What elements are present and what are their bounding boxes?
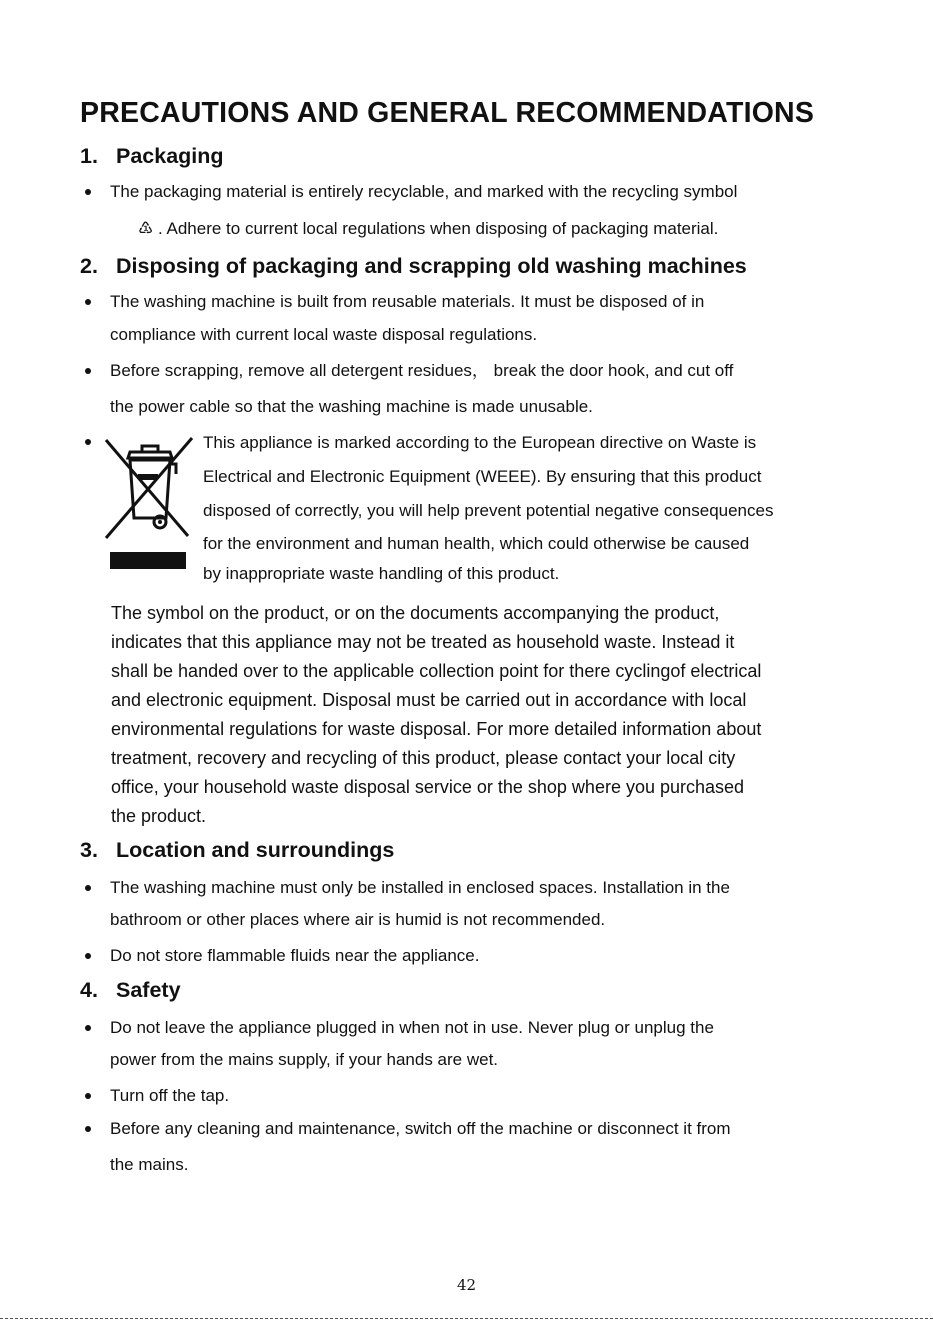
bullet-line: The washing machine is built from reusable materials. It must be disposed of in (110, 292, 705, 311)
bullet-line: Before scrapping, remove all detergent residues， break the door hook, and cut off (110, 361, 734, 380)
bullet-icon (85, 1093, 91, 1099)
bullet-line: Do not store flammable fluids near the appliance. (110, 946, 480, 965)
bullet-line: compliance with current local waste disposal regulations. (110, 325, 538, 344)
crossed-out-wheelie-bin-icon (104, 436, 196, 572)
bullet-line: The washing machine must only be installed in enclosed spaces. Installation in the (110, 878, 730, 897)
page-title: PRECAUTIONS AND GENERAL RECOMMENDATIONS (80, 97, 815, 129)
paragraph-line: shall be handed over to the applicable collection point for there cyclingof electrical (111, 661, 762, 681)
weee-line: Electrical and Electronic Equipment (WEEE). By ensuring that this product (203, 467, 762, 486)
section-number: 1. (80, 144, 98, 168)
section-heading-packaging (80, 144, 224, 169)
bullet-icon (85, 439, 91, 445)
bullet-line: Before any cleaning and maintenance, switch off the machine or disconnect it from (110, 1119, 731, 1138)
weee-line: disposed of correctly, you will help prevent potential negative consequences (203, 501, 774, 520)
bullet-line: Do not leave the appliance plugged in when not in use. Never plug or unplug the (110, 1018, 714, 1037)
weee-line: by inappropriate waste handling of this product. (203, 564, 560, 583)
bullet-icon (85, 189, 91, 195)
paragraph-line: environmental regulations for waste disposal. For more detailed information about (111, 719, 762, 739)
weee-line: This appliance is marked according to the European directive on Waste is (203, 433, 757, 452)
section-number: 2. (80, 254, 98, 278)
bullet-line: bathroom or other places where air is humid is not recommended. (110, 910, 606, 929)
footer-divider (0, 1318, 933, 1319)
section-number: 4. (80, 978, 98, 1002)
section-heading-disposing (80, 254, 747, 279)
recycling-symbol-icon: ♳ (138, 219, 154, 238)
paragraph-line: office, your household waste disposal service or the shop where you purchased (111, 777, 745, 797)
section-title: Location and surroundings (116, 838, 395, 862)
bullet-line: the power cable so that the washing machine is made unusable. (110, 397, 593, 416)
bullet-icon (85, 368, 91, 374)
paragraph-line: indicates that this appliance may not be treated as household waste. Instead it (111, 632, 735, 652)
bullet-line: power from the mains supply, if your hands are wet. (110, 1050, 499, 1069)
section-title: Disposing of packaging and scrapping old washing machines (116, 254, 747, 278)
section-title: Safety (116, 978, 181, 1002)
bullet-line: The packaging material is entirely recyclable, and marked with the recycling symbol (110, 182, 738, 201)
bullet-line: Turn off the tap. (110, 1086, 230, 1105)
bullet-line-text: . Adhere to current local regulations when disposing of packaging material. (158, 219, 719, 238)
section-heading-location (80, 838, 394, 863)
paragraph-line: The symbol on the product, or on the documents accompanying the product, (111, 603, 720, 623)
paragraph-line: treatment, recovery and recycling of this product, please contact your local city (111, 748, 736, 768)
bullet-icon (85, 885, 91, 891)
page-number: 42 (456, 1276, 477, 1294)
bullet-icon (85, 1025, 91, 1031)
paragraph-line: the product. (111, 806, 207, 826)
bullet-icon (85, 1126, 91, 1132)
section-number: 3. (80, 838, 98, 862)
section-heading-safety (80, 978, 181, 1003)
bullet-line (138, 219, 718, 239)
bullet-icon (85, 953, 91, 959)
section-title: Packaging (116, 144, 224, 168)
weee-line: for the environment and human health, which could otherwise be caused (203, 534, 750, 553)
bullet-line: the mains. (110, 1155, 189, 1174)
bullet-icon (85, 299, 91, 305)
paragraph-line: and electronic equipment. Disposal must be carried out in accordance with local (111, 690, 747, 710)
